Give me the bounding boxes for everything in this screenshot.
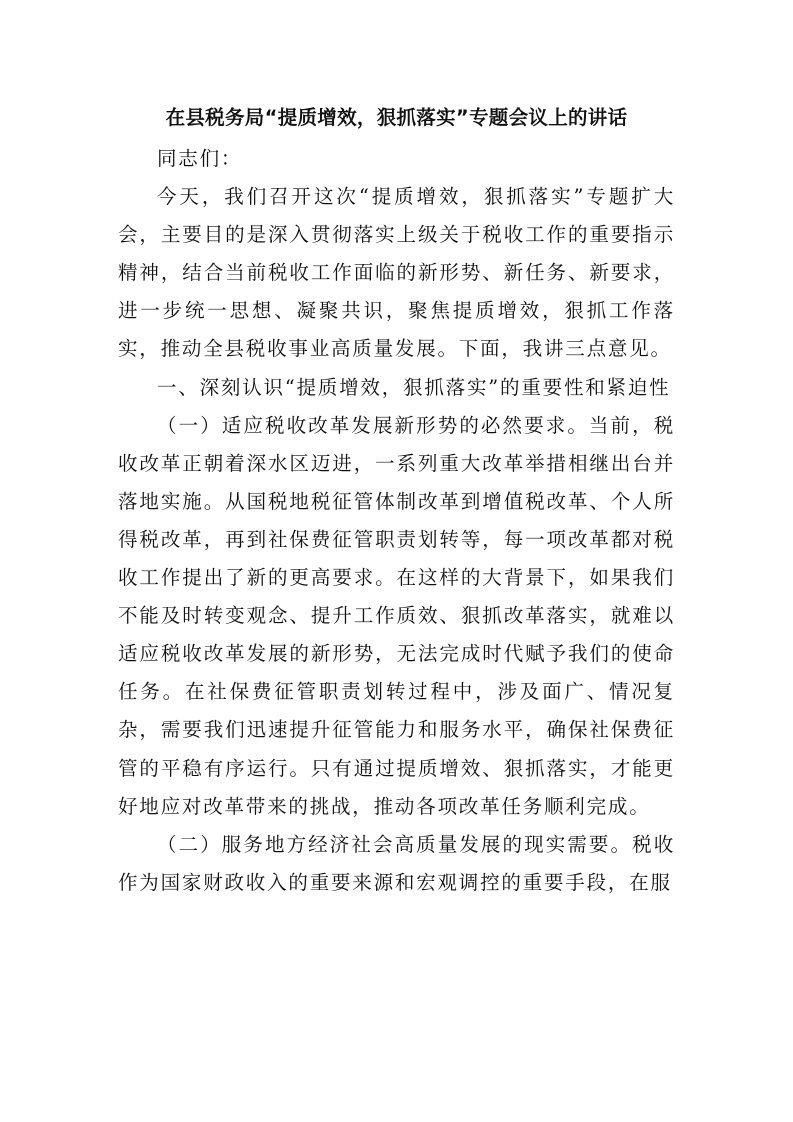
section-heading-1: 一、深刻认识“提质增效，狠抓落实”的重要性和紧迫性 xyxy=(157,375,671,399)
paragraph-intro: 今天，我们召开这次“提质增效，狠抓落实”专题扩大会，主要目的是深入贯彻落实上级关于税收工作的重要指示精神，结合当前税收工作面临的新形势、新任务、新要求，进一步统一思想、凝聚共识，聚焦提质增效，狠抓工作落实，推动全县税收事业高质量发展。下面，我讲三点意见。 xyxy=(118,185,675,361)
document-title: 在县税务局“提质增效，狠抓落实”专题会议上的讲话 xyxy=(165,106,628,129)
paragraph-point-1: （一）适应税收改革发展新形势的必然要求。当前，税收改革正朝着深水区迈进，一系列重大改革举措相继出台并落地实施。从国税地税征管体制改革到增值税改革、个人所得税改革，再到社保费征管职责划转等，每一项改革都对税收工作提出了新的更高要求。在这样的大背景下，如果我们不能及时转变观念、提升工作质效、狠抓改革落实，就难以适应税收改革发展的新形势，无法完成时代赋予我们的使命任务。在社保费征管职责划转过程中，涉及面广、情况复杂，需要我们迅速提升征管能力和服务水平，确保社保费征管的平稳有序运行。只有通过提质增效、狠抓落实，才能更好地应对改革带来的挑战，推动各项改革任务顺利完成。 xyxy=(118,413,675,818)
paragraph-point-2: （二）服务地方经济社会高质量发展的现实需要。税收作为国家财政收入的重要来源和宏观调控的重要手段，在服 xyxy=(118,832,675,894)
greeting: 同志们： xyxy=(157,147,243,170)
